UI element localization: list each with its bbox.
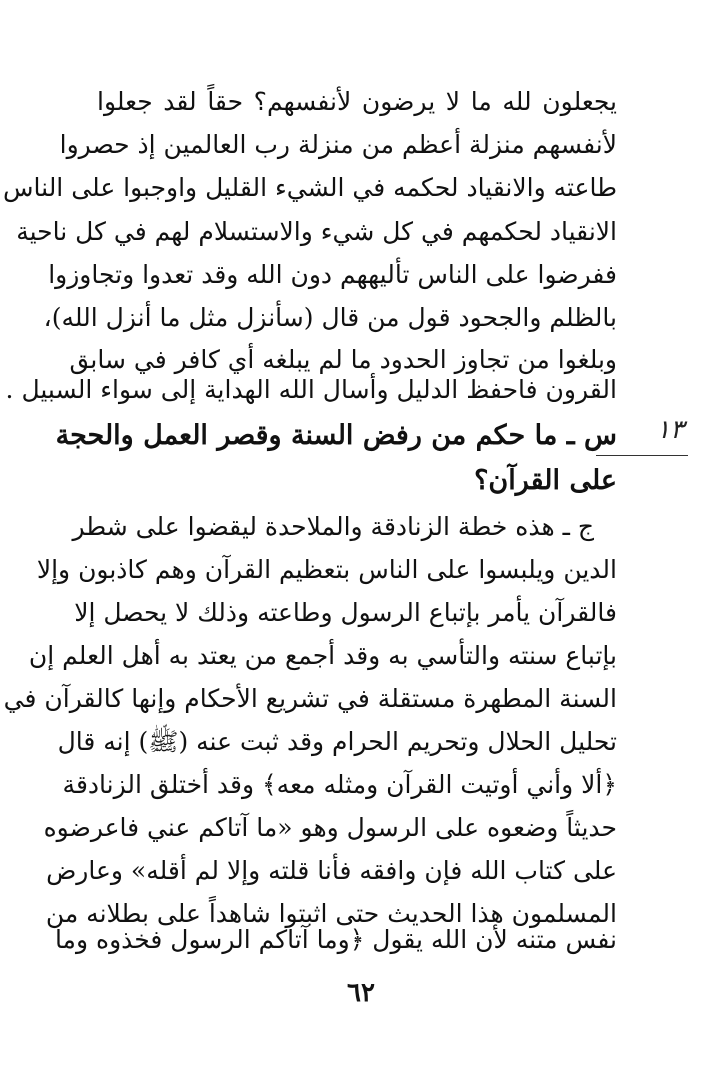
text-line: فالقرآن يأمر بإتباع الرسول وطاعته وذلك لا يحصل إلا — [74, 598, 617, 627]
text-line: الانقياد لحكمهم في كل شيء والاستسلام لهم في كل ناحية — [16, 217, 617, 246]
text-line: طاعته والانقياد لحكمه في الشيء القليل واوجبوا على الناس — [3, 173, 617, 202]
text-line: السنة المطهرة مستقلة في تشريع الأحكام وإنها كالقرآن في — [3, 684, 617, 713]
text-line: ج ـ هذه خطة الزنادقة والملاحدة ليقضوا على شطر — [72, 512, 594, 541]
question-line: س ـ ما حكم من رفض السنة وقصر العمل والحجة — [55, 420, 617, 451]
text-line: بإتباع سنته والتأسي به وقد أجمع من يعتد به أهل العلم إن — [28, 641, 617, 670]
text-line: ففرضوا على الناس تأليههم دون الله وقد تعدوا وتجاوزوا — [48, 260, 617, 289]
text-line: وبلغوا من تجاوز الحدود ما لم يبلغه أي كافر في سابق — [69, 345, 617, 374]
text-line: حديثاً وضعوه على الرسول وهو «ما آتاكم عني فاعرضوه — [43, 813, 617, 842]
text-line: بالظلم والجحود قول من قال (سأنزل مثل ما أنزل الله)، — [43, 303, 617, 332]
text-line: على كتاب الله فإن وافقه فأنا قلته وإلا لم أقله» وعارض — [46, 856, 617, 885]
text-line: نفس متنه لأن الله يقول ﴿وما آتاكم الرسول فخذوه وما — [54, 925, 617, 954]
text-line: تحليل الحلال وتحريم الحرام وقد ثبت عنه (ﷺ) إنه قال — [57, 727, 617, 756]
text-line: الدين ويلبسوا على الناس بتعظيم القرآن وهم كاذبون وإلا — [36, 555, 617, 584]
text-line: يجعلون لله ما لا يرضون لأنفسهم؟ حقاً لقد جعلوا — [97, 87, 617, 116]
text-line: القرون فاحفظ الدليل وأسال الله الهداية إلى سواء السبيل . — [5, 375, 617, 404]
handwritten-question-number: ١٣ — [656, 415, 684, 445]
question-line: على القرآن؟ — [474, 465, 617, 496]
text-line: لأنفسهم منزلة أعظم من منزلة رب العالمين إذ حصروا — [59, 130, 617, 159]
page-number: ٦٢ — [347, 978, 375, 1008]
text-line: ﴿ألا وأني أوتيت القرآن ومثله معه﴾ وقد أختلق الزنادقة — [62, 770, 617, 799]
text-line: المسلمون هذا الحديث حتى اثبتوا شاهداً على بطلانه من — [45, 899, 617, 928]
